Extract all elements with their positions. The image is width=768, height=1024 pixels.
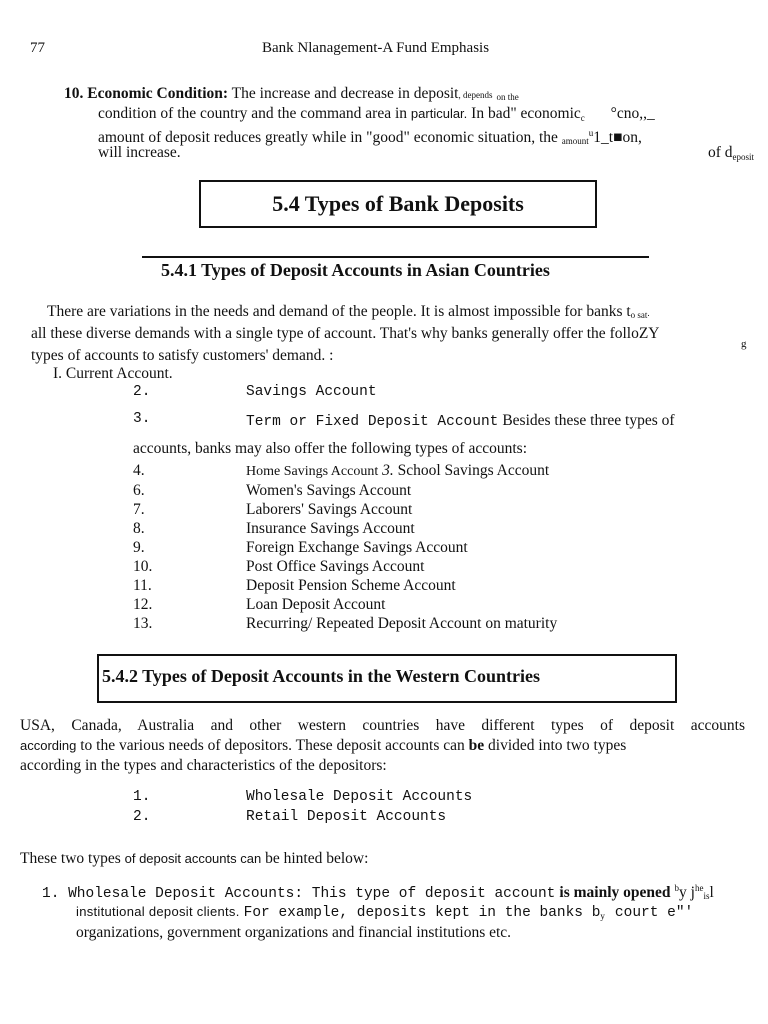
asian-item-label: Foreign Exchange Savings Account (246, 539, 468, 556)
economic-line-3: amount of deposit reduces greatly while in "good" economic situation, the amount$^u$1_t■on, (98, 128, 642, 146)
asian-item-num: 13. (133, 615, 153, 632)
asian-item-num: 4. (133, 462, 145, 479)
asian-para-line-3: types of accounts to satisfy customers' demand. : (31, 347, 334, 364)
asian-item-label: Post Office Savings Account (246, 558, 425, 575)
section-5-4-1-title: 5.4.1 Types of Deposit Accounts in Asian Countries (161, 260, 550, 280)
economic-line-1: 10. Economic Condition: The increase and decrease in deposit, depends on the (64, 85, 519, 102)
western-hint-line: These two types of deposit accounts can be hinted below: (20, 850, 369, 867)
economic-line-4-tail: of deposit (708, 144, 755, 162)
asian-item-label: Deposit Pension Scheme Account (246, 577, 456, 594)
western-item-num: 2. (133, 809, 151, 825)
western-para-line-3: according in the types and characteristics of the depositors: (20, 757, 387, 774)
section-5-4-1-rule (142, 256, 649, 258)
asian-item-num: 12. (133, 596, 153, 613)
asian-item-label: Women's Savings Account (246, 482, 412, 499)
asian-para-line-1: There are variations in the needs and demand of the people. It is almost impossible for banks to sat. (47, 303, 650, 320)
asian-para-line-2-glyph: g (741, 338, 747, 350)
section-5-4-box (199, 180, 597, 228)
western-item-label: Wholesale Deposit Accounts (246, 789, 473, 805)
economic-line-2: condition of the country and the command area in particular. In bad" economicc °cno,,_ (98, 105, 655, 123)
page-number: 77 (30, 40, 45, 56)
wholesale-line-3: organizations, government organizations and financial institutions etc. (76, 924, 512, 941)
western-item-label: Retail Deposit Accounts (246, 809, 447, 825)
asian-item-label: Loan Deposit Account (246, 596, 386, 613)
asian-list-current: I. Current Account. (53, 365, 173, 382)
asian-item-num: 2. (133, 384, 151, 400)
asian-between-text: accounts, banks may also offer the following types of accounts: (133, 440, 528, 457)
section-5-4-title: 5.4 Types of Bank Deposits (272, 191, 524, 216)
running-title: Bank Nlanagement-A Fund Emphasis (262, 40, 490, 56)
section-5-4-2-title: 5.4.2 Types of Deposit Accounts in the Western Countries (102, 666, 541, 686)
asian-item-num: 11. (133, 577, 152, 594)
asian-item-num: 10. (133, 558, 153, 575)
economic-line-4: will increase. (98, 144, 181, 161)
asian-para-line-2: all these diverse demands with a single type of account. That's why banks generally offer the folloZY (31, 325, 660, 342)
western-item-num: 1. (133, 789, 151, 805)
asian-item-label: Insurance Savings Account (246, 520, 415, 537)
western-para-line-1: USA, Canada, Australia and other western countries have different types of deposit accounts (20, 717, 745, 734)
asian-item-num: 9. (133, 539, 145, 556)
asian-item-label: Home Savings Account 3. School Savings Account (246, 462, 550, 479)
wholesale-line-1: 1. Wholesale Deposit Accounts: This type of deposit account is mainly opened $^b$y $j^{he}isl$ (42, 883, 714, 902)
economic-label: 10. Economic Condition: (64, 85, 229, 102)
asian-item-label: Term or Fixed Deposit Account Besides these three types of (246, 412, 675, 430)
asian-item-label: Laborers' Savings Account (246, 501, 413, 518)
asian-item-label: Savings Account (246, 384, 377, 400)
western-para-line-2: according to the various needs of depositors. These deposit accounts can be divided into two types (20, 737, 627, 754)
section-5-4-2-box (97, 654, 677, 703)
wholesale-line-2: institutional deposit clients. For example, deposits kept in the banks by court e"' (76, 904, 694, 921)
asian-item-label: Recurring/ Repeated Deposit Account on maturity (246, 615, 558, 632)
asian-item-num: 8. (133, 520, 145, 537)
asian-item-num: 6. (133, 482, 145, 499)
asian-item-num: 3. (133, 411, 151, 427)
asian-item-num: 7. (133, 501, 145, 518)
